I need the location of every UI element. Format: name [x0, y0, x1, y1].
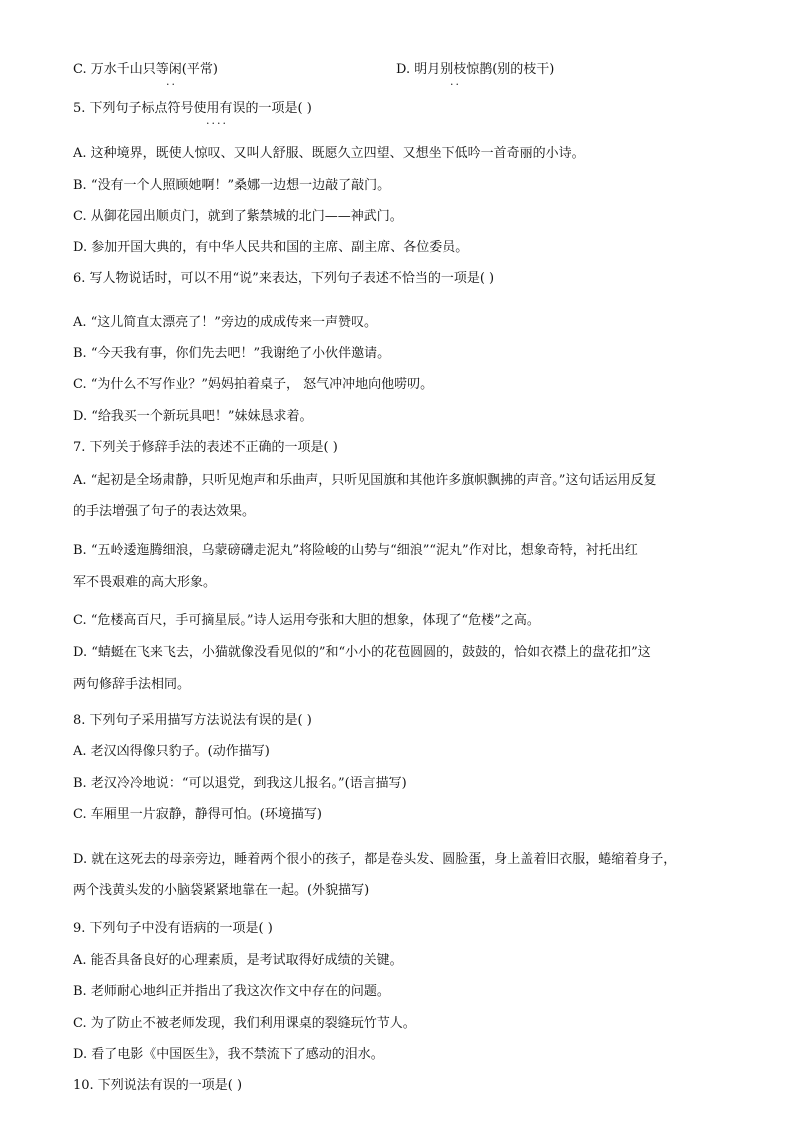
question-5-option-c: C. 从御花园出顺贞门，就到了紫禁城的北门——神武门。: [73, 209, 403, 224]
question-8-option-c: C. 车厢里一片寂静，静得可怕。(环境描写): [73, 807, 322, 822]
question-5: 5. 下列句子标点符号使用有误的一项是( ): [73, 101, 312, 116]
question-5-option-b: B. “没有一个人照顾她啊！”桑娜一边想一边敲了敲门。: [73, 178, 391, 193]
question-9: 9. 下列句子中没有语病的一项是( ): [73, 921, 273, 936]
question-9-option-c: C. 为了防止不被老师发现，我们利用课桌的裂缝玩竹节人。: [73, 1016, 416, 1031]
question-7-option-a-line2: 的手法增强了句子的表达效果。: [73, 504, 256, 519]
question-6-option-a: A. “这儿简直太漂亮了！”旁边的成成传来一声赞叹。: [73, 315, 377, 330]
emphasis-dots: ····: [206, 117, 228, 130]
emphasis-dots: ··: [166, 78, 177, 91]
question-7-option-a-line1: A. “起初是全场肃静，只听见炮声和乐曲声，只听见国旗和其他许多旗帜飘拂的声音。”这句话运用反复: [73, 473, 657, 488]
question-8-option-a: A. 老汉凶得像只豹子。(动作描写): [73, 744, 270, 759]
emphasis-dots: ··: [450, 78, 461, 91]
question-9-option-b: B. 老师耐心地纠正并指出了我这次作文中存在的问题。: [73, 984, 390, 999]
question-5-option-d: D. 参加开国大典的，有中华人民共和国的主席、副主席、各位委员。: [73, 240, 469, 255]
question-9-option-d: D. 看了电影《中国医生》，我不禁流下了感动的泪水。: [73, 1047, 384, 1062]
question-8-option-d-line1: D. 就在这死去的母亲旁边，睡着两个很小的孩子，都是卷头发、圆脸蛋，身上盖着旧衣服，蜷缩着身子，: [73, 852, 677, 867]
question-6-option-d: D. “给我买一个新玩具吧！”妹妹恳求着。: [73, 409, 313, 424]
question-7-option-b-line2: 军不畏艰难的高大形象。: [73, 575, 217, 590]
question-8: 8. 下列句子采用描写方法说法有误的是( ): [73, 713, 312, 728]
question-7-option-d-line1: D. “蜻蜓在飞来飞去，小猫就像没看见似的”和“小小的花苞圆圆的，鼓鼓的，恰如衣襟上的盘花扣”这: [73, 645, 651, 660]
question-10: 10. 下列说法有误的一项是( ): [73, 1078, 243, 1093]
question-8-option-d-line2: 两个浅黄头发的小脑袋紧紧地靠在一起。(外貌描写): [73, 883, 370, 898]
question-6-option-c: C. “为什么不写作业？”妈妈拍着桌子， 怒气冲冲地向他唠叨。: [73, 377, 434, 392]
question-6: 6. 写人物说话时，可以不用“说”来表达，下列句子表述不恰当的一项是( ): [73, 271, 495, 286]
question-5-option-a: A. 这种境界，既使人惊叹、又叫人舒服、既愿久立四望、又想坐下低吟一首奇丽的小诗。: [73, 146, 585, 161]
question-9-option-a: A. 能否具备良好的心理素质，是考试取得好成绩的关键。: [73, 953, 403, 968]
option-c-line: C. 万水千山只等闲(平常): [73, 62, 218, 77]
option-d-line: D. 明月别枝惊鹊(别的枝干): [396, 62, 555, 77]
question-8-option-b: B. 老汉冷冷地说：“可以退党，到我这儿报名。”(语言描写): [73, 776, 407, 791]
question-7-option-b-line1: B. “五岭逶迤腾细浪，乌蒙磅礴走泥丸”将险峻的山势与“细浪”“泥丸”作对比，想象奇特，衬托出红: [73, 543, 638, 558]
question-7-option-c: C. “危楼高百尺，手可摘星辰。”诗人运用夸张和大胆的想象，体现了“危楼”之高。: [73, 613, 540, 628]
question-7: 7. 下列关于修辞手法的表述不正确的一项是( ): [73, 440, 338, 455]
question-6-option-b: B. “今天我有事，你们先去吧！”我谢绝了小伙伴邀请。: [73, 346, 391, 361]
question-7-option-d-line2: 两句修辞手法相同。: [73, 677, 191, 692]
